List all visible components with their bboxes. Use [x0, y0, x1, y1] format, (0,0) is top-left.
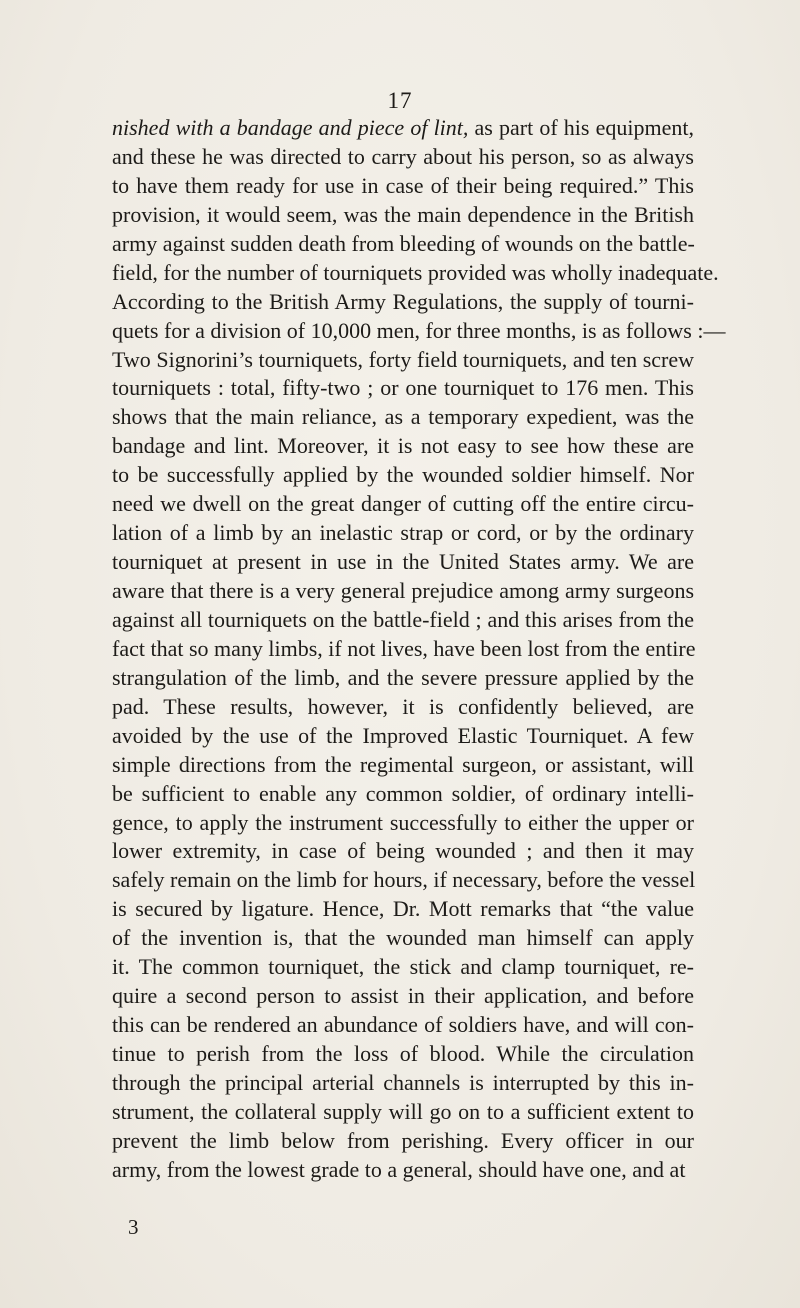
text-line: field, for the number of tourniquets provided was wholly inadequate. [112, 259, 719, 285]
text-line: of the invention is, that the wounded man himself can apply [112, 925, 694, 951]
body-text [112, 114, 726, 1185]
text-line: pad. These results, however, it is confidently believed, are [112, 693, 694, 719]
text-line: According to the British Army Regulations, the supply of tourni- [112, 288, 694, 314]
text-line: against all tourniquets on the battle-field ; and this arises from the [112, 606, 694, 632]
text-line: this can be rendered an abundance of soldiers have, and will con- [112, 1012, 694, 1038]
text-line: to be successfully applied by the wounded soldier himself. Nor [112, 462, 694, 488]
text-line: safely remain on the limb for hours, if necessary, before the vessel [112, 867, 696, 893]
text-line: quire a second person to assist in their application, and before [112, 983, 694, 1009]
text-line: army, from the lowest grade to a general, should have one, and at [112, 1156, 686, 1182]
text-line: shows that the main reliance, as a temporary expedient, was the [112, 404, 694, 430]
text-line: tourniquet at present in use in the United States army. We are [112, 549, 694, 575]
signature-mark: 3 [128, 1215, 139, 1239]
text-line: Two Signorini’s tourniquets, forty field tourniquets, and ten screw [112, 346, 694, 372]
text-line [112, 114, 694, 143]
text-line: bandage and lint. Moreover, it is not easy to see how these are [112, 433, 694, 459]
text-line: gence, to apply the instrument successfully to either the upper or [112, 809, 694, 835]
text-line: lation of a limb by an inelastic strap or cord, or by the ordinary [112, 520, 694, 546]
italic-phrase: nished with a bandage and piece of lint, [112, 115, 469, 140]
text-line: is secured by ligature. Hence, Dr. Mott remarks that “the value [112, 896, 694, 922]
text-line: and these he was directed to carry about his person, so as always [112, 143, 694, 169]
text-line: simple directions from the regimental surgeon, or assistant, will [112, 751, 694, 777]
text-line: through the principal arterial channels is interrupted by this in- [112, 1069, 694, 1095]
line-continuation: as part of his equipment, [468, 115, 694, 140]
text-line: quets for a division of 10,000 men, for three months, is as follows :— [112, 317, 726, 343]
page-number: 17 [387, 88, 413, 113]
text-line: fact that so many limbs, if not lives, have been lost from the entire [112, 635, 696, 661]
text-line: aware that there is a very general prejudice among army surgeons [112, 578, 694, 603]
text-line: army against sudden death from bleeding of wounds on the battle- [112, 230, 695, 256]
text-line: to have them ready for use in case of their being required.” This [112, 172, 694, 198]
text-line: need we dwell on the great danger of cutting off the entire circu- [112, 491, 694, 517]
text-line: avoided by the use of the Improved Elastic Tourniquet. A few [112, 722, 694, 748]
text-line: tourniquets : total, fifty-two ; or one tourniquet to 176 men. This [112, 375, 694, 401]
text-line: it. The common tourniquet, the stick and clamp tourniquet, re- [112, 954, 694, 980]
text-line: strument, the collateral supply will go on to a sufficient extent to [112, 1098, 694, 1124]
text-line: prevent the limb below from perishing. Every officer in our [112, 1127, 694, 1153]
text-line: strangulation of the limb, and the severe pressure applied by the [112, 664, 694, 690]
text-line: lower extremity, in case of being wounded ; and then it may [112, 838, 694, 864]
text-line: tinue to perish from the loss of blood. While the circulation [112, 1041, 694, 1066]
text-line: be sufficient to enable any common soldier, of ordinary intelli- [112, 780, 694, 806]
text-line: provision, it would seem, was the main dependence in the British [112, 201, 694, 227]
